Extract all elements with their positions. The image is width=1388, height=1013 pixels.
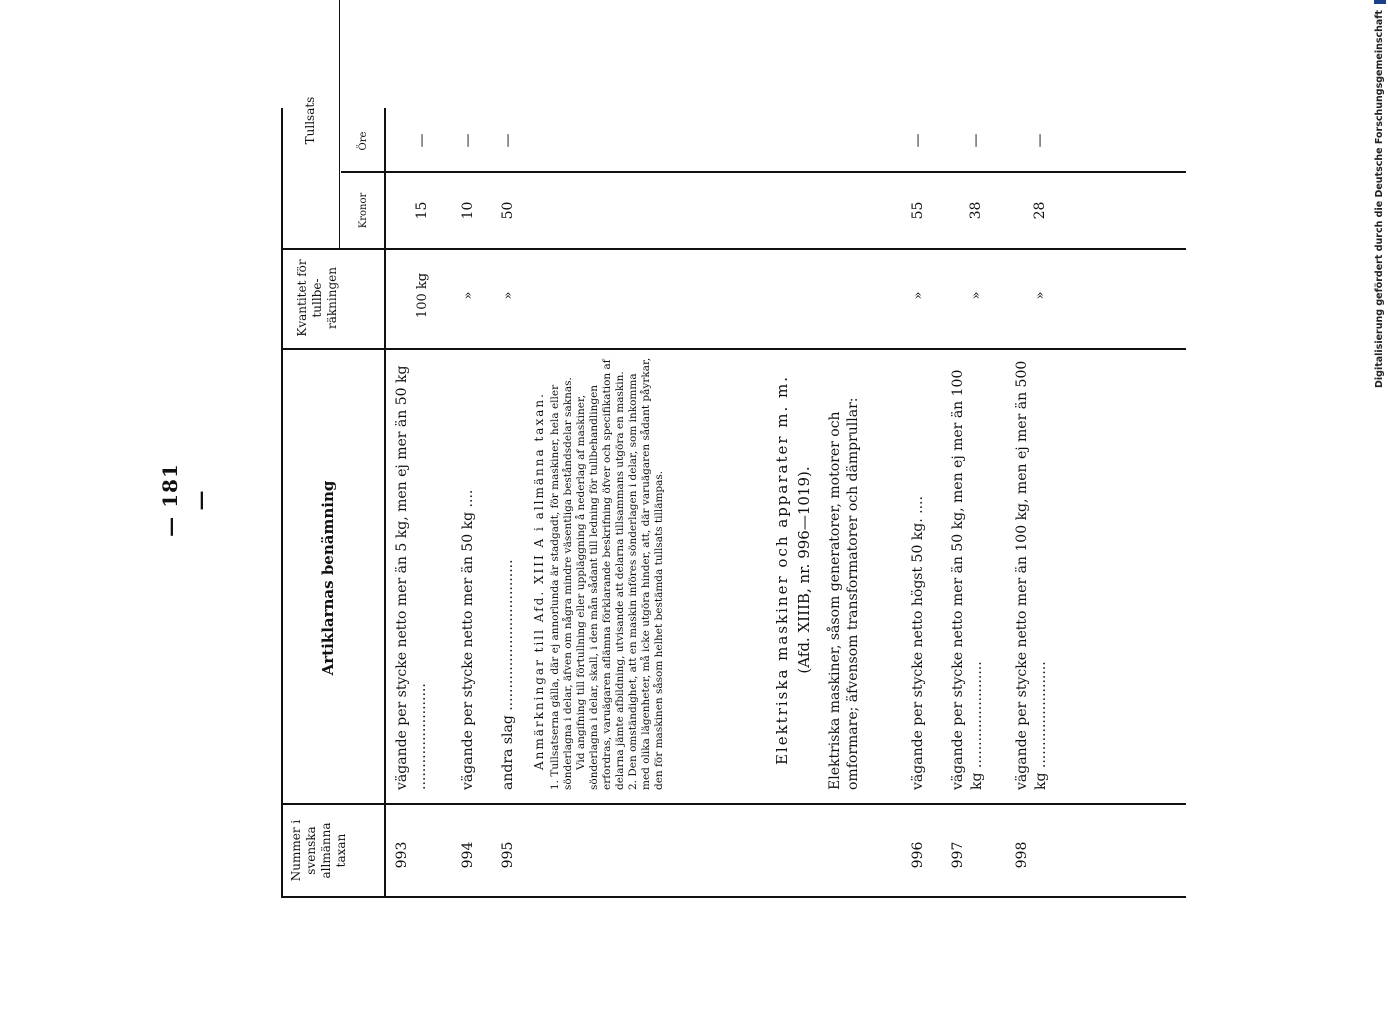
row-number: 995 [500, 841, 516, 869]
header-tullsats: Tullsats [303, 96, 317, 145]
row-kronor: 55 [910, 201, 926, 220]
annotation-title: Anmärkningar till Afd. XIII A i allmänna taxan. [532, 392, 546, 770]
document-scan [281, 96, 1071, 1013]
table-row [909, 108, 939, 898]
row-ore: — [500, 133, 516, 148]
annotation-1: 1. Tullsatserna gälla, där ej annorlunda är stadgadt, för maskiner, hela eller sönderlagna i delar, äfven om några mindre väsentliga beståndsdelar saknas. [549, 377, 574, 790]
table-row [949, 108, 999, 898]
table-row [499, 108, 529, 898]
row-number: 997 [950, 841, 966, 869]
header-description: Artiklarnas benämning [319, 480, 337, 676]
row-ore: — [968, 133, 984, 148]
row-kronor: 28 [1032, 201, 1048, 220]
row-quantity: » [461, 291, 476, 300]
page-number: — 181 — [158, 463, 212, 537]
row-quantity: 100 kg [415, 272, 430, 319]
header-quantity: Kvantitet för tullbe-räkningen [295, 259, 339, 337]
row-number: 993 [394, 841, 410, 869]
header-ore: Öre [358, 131, 369, 151]
section-title: Elektriska maskiner och apparater m. m. [773, 374, 791, 766]
row-description: vägande per stycke netto mer än 100 kg, men ej mer än 500 kg ........................ [1014, 360, 1049, 790]
row-number: 994 [460, 841, 476, 869]
row-quantity: » [501, 291, 516, 300]
row-kronor: 10 [460, 201, 476, 220]
dfg-credit [1372, 8, 1388, 388]
row-quantity: » [1033, 291, 1048, 300]
tariff-table [281, 96, 1186, 898]
row-description: vägande per stycke netto mer än 50 kg .... [460, 489, 476, 790]
section-subtitle: (Afd. XIIIB, nr. 996—1019). [795, 466, 813, 674]
table-row [1013, 108, 1063, 898]
row-description: vägande per stycke netto mer än 5 kg, men ej mer än 50 kg ........................ [394, 365, 429, 790]
row-ore: — [414, 133, 430, 148]
header-number: Nummer i svenska allmänna taxan [289, 819, 348, 882]
dfg-credit-text: Digitalisierung gefördert durch die Deutsche Forschungsgemeinschaft [1374, 10, 1385, 388]
dfg-logo [1374, 0, 1386, 4]
row-kronor: 15 [414, 201, 430, 220]
row-kronor: 50 [500, 201, 516, 220]
row-description: vägande per stycke netto mer än 50 kg, men ej mer än 100 kg ........................ [950, 369, 985, 790]
row-ore: — [910, 133, 926, 148]
row-number: 998 [1014, 841, 1030, 869]
tullsats-subrule [339, 0, 340, 250]
annotation-1b: Vid angifning till förtullning eller uppläggning å nederlag af maskiner, sönderlagna i delar, skall, i den mån sådant till ledning för tullbehandlingen erfordras, varuägaren aflämna förklarande beskrifning öfver och specifikation af delarna jämte afbildning, utvisande att delarna tillsammans utgöra en maskin. [575, 359, 626, 790]
table-row [459, 108, 489, 898]
row-description: vägande per stycke netto högst 50 kg. .... [910, 496, 926, 790]
row-ore: — [1032, 133, 1048, 148]
header-kronor: Kronor [358, 192, 369, 229]
row-ore: — [460, 133, 476, 148]
row-kronor: 38 [968, 201, 984, 220]
row-quantity: » [969, 291, 984, 300]
header-rule [384, 108, 386, 898]
annotations [531, 350, 666, 790]
table-row [393, 108, 453, 898]
row-quantity: » [911, 291, 926, 300]
row-number: 996 [910, 841, 926, 869]
section-intro: Elektriska maskiner, såsom generatorer, motorer och omformare; äfvensom transformatorer och dämprullar: [827, 397, 861, 790]
row-description: andra slag .................................. [500, 559, 516, 790]
annotation-2: 2. Den omständighet, att en maskin införes sönderlagen i delar, som inkomma med olika lägenheter, må icke utgöra hinder, att, där varuägaren sådant påyrkar, den för maskinen såsom helhet bestämda tullsats tillämpas. [627, 357, 665, 790]
section-heading [771, 350, 815, 790]
